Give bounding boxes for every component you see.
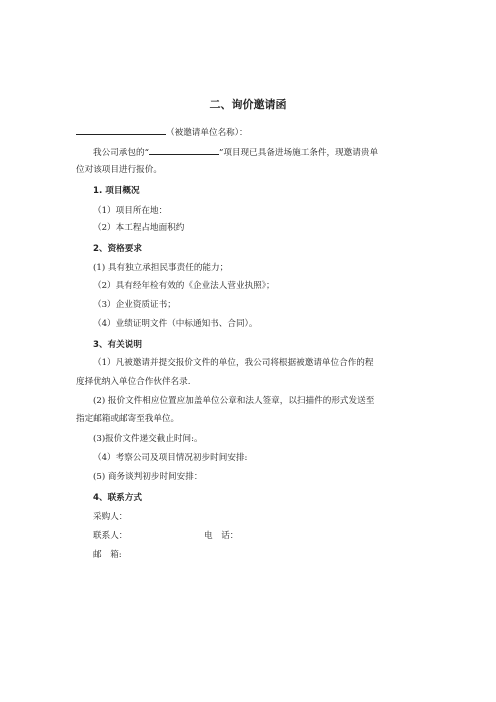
salutation-suffix: （被邀请单位名称）： [166,128,248,138]
intro-text-1: 我公司承包的“ [93,148,149,158]
section-2-heading: 2、资格要求 [93,244,142,254]
section-4-heading: 4、联系方式 [93,493,142,503]
section-2-item-3: （3）企业资质证书； [93,300,176,310]
intro-text-2: ”项目现已具备进场施工条件，现邀请贵单 [218,148,379,158]
contact-person: 联系人： [93,531,128,541]
section-3-p1-line-1: （1）凡被邀请并提交报价文件的单位，我公司将根据被邀请单位合作的程 [93,358,374,368]
project-name-blank [149,145,219,155]
intro-line-2: 位对该项目进行报价。 [76,165,162,175]
section-1-item-2: （2）本工程占地面积约 [93,223,185,233]
section-3-p2-line-1: (2) 报价文件相应位置应加盖单位公章和法人签章，以扫描件的形式发送至 [93,396,375,406]
section-3-p4: （4）考察公司及项目情况初步时间安排: [93,453,248,463]
section-3-p3: (3)报价文件递交截止时间:。 [93,434,203,444]
section-2-item-2: （2）具有经年检有效的《企业法人营业执照》； [93,281,275,291]
section-1-heading: 1. 项目概况 [93,186,140,196]
invitee-blank [76,125,166,135]
section-3-heading: 3、有关说明 [93,340,142,350]
section-3-p2-line-2: 指定邮箱或邮寄至我单位。 [76,414,180,424]
page-title: 二、询价邀请函 [209,98,287,111]
contact-email: 邮 箱: [93,550,122,560]
contact-buyer: 采购人： [93,512,128,522]
section-2-item-4: （4）业绩证明文件（中标通知书、合同）。 [93,319,258,329]
section-2-item-1: (1) 具有独立承担民事责任的能力； [93,263,229,273]
section-1-item-1: （1）项目所在地： [93,206,168,216]
intro-line-1 [93,145,378,159]
section-3-p5: (5) 商务谈判初步时间安排： [93,472,203,482]
section-3-p1-line-2: 度择优纳入单位合作伙伴名录. [76,377,191,387]
salutation-line [76,125,248,139]
contact-phone: 电 话： [204,531,239,541]
